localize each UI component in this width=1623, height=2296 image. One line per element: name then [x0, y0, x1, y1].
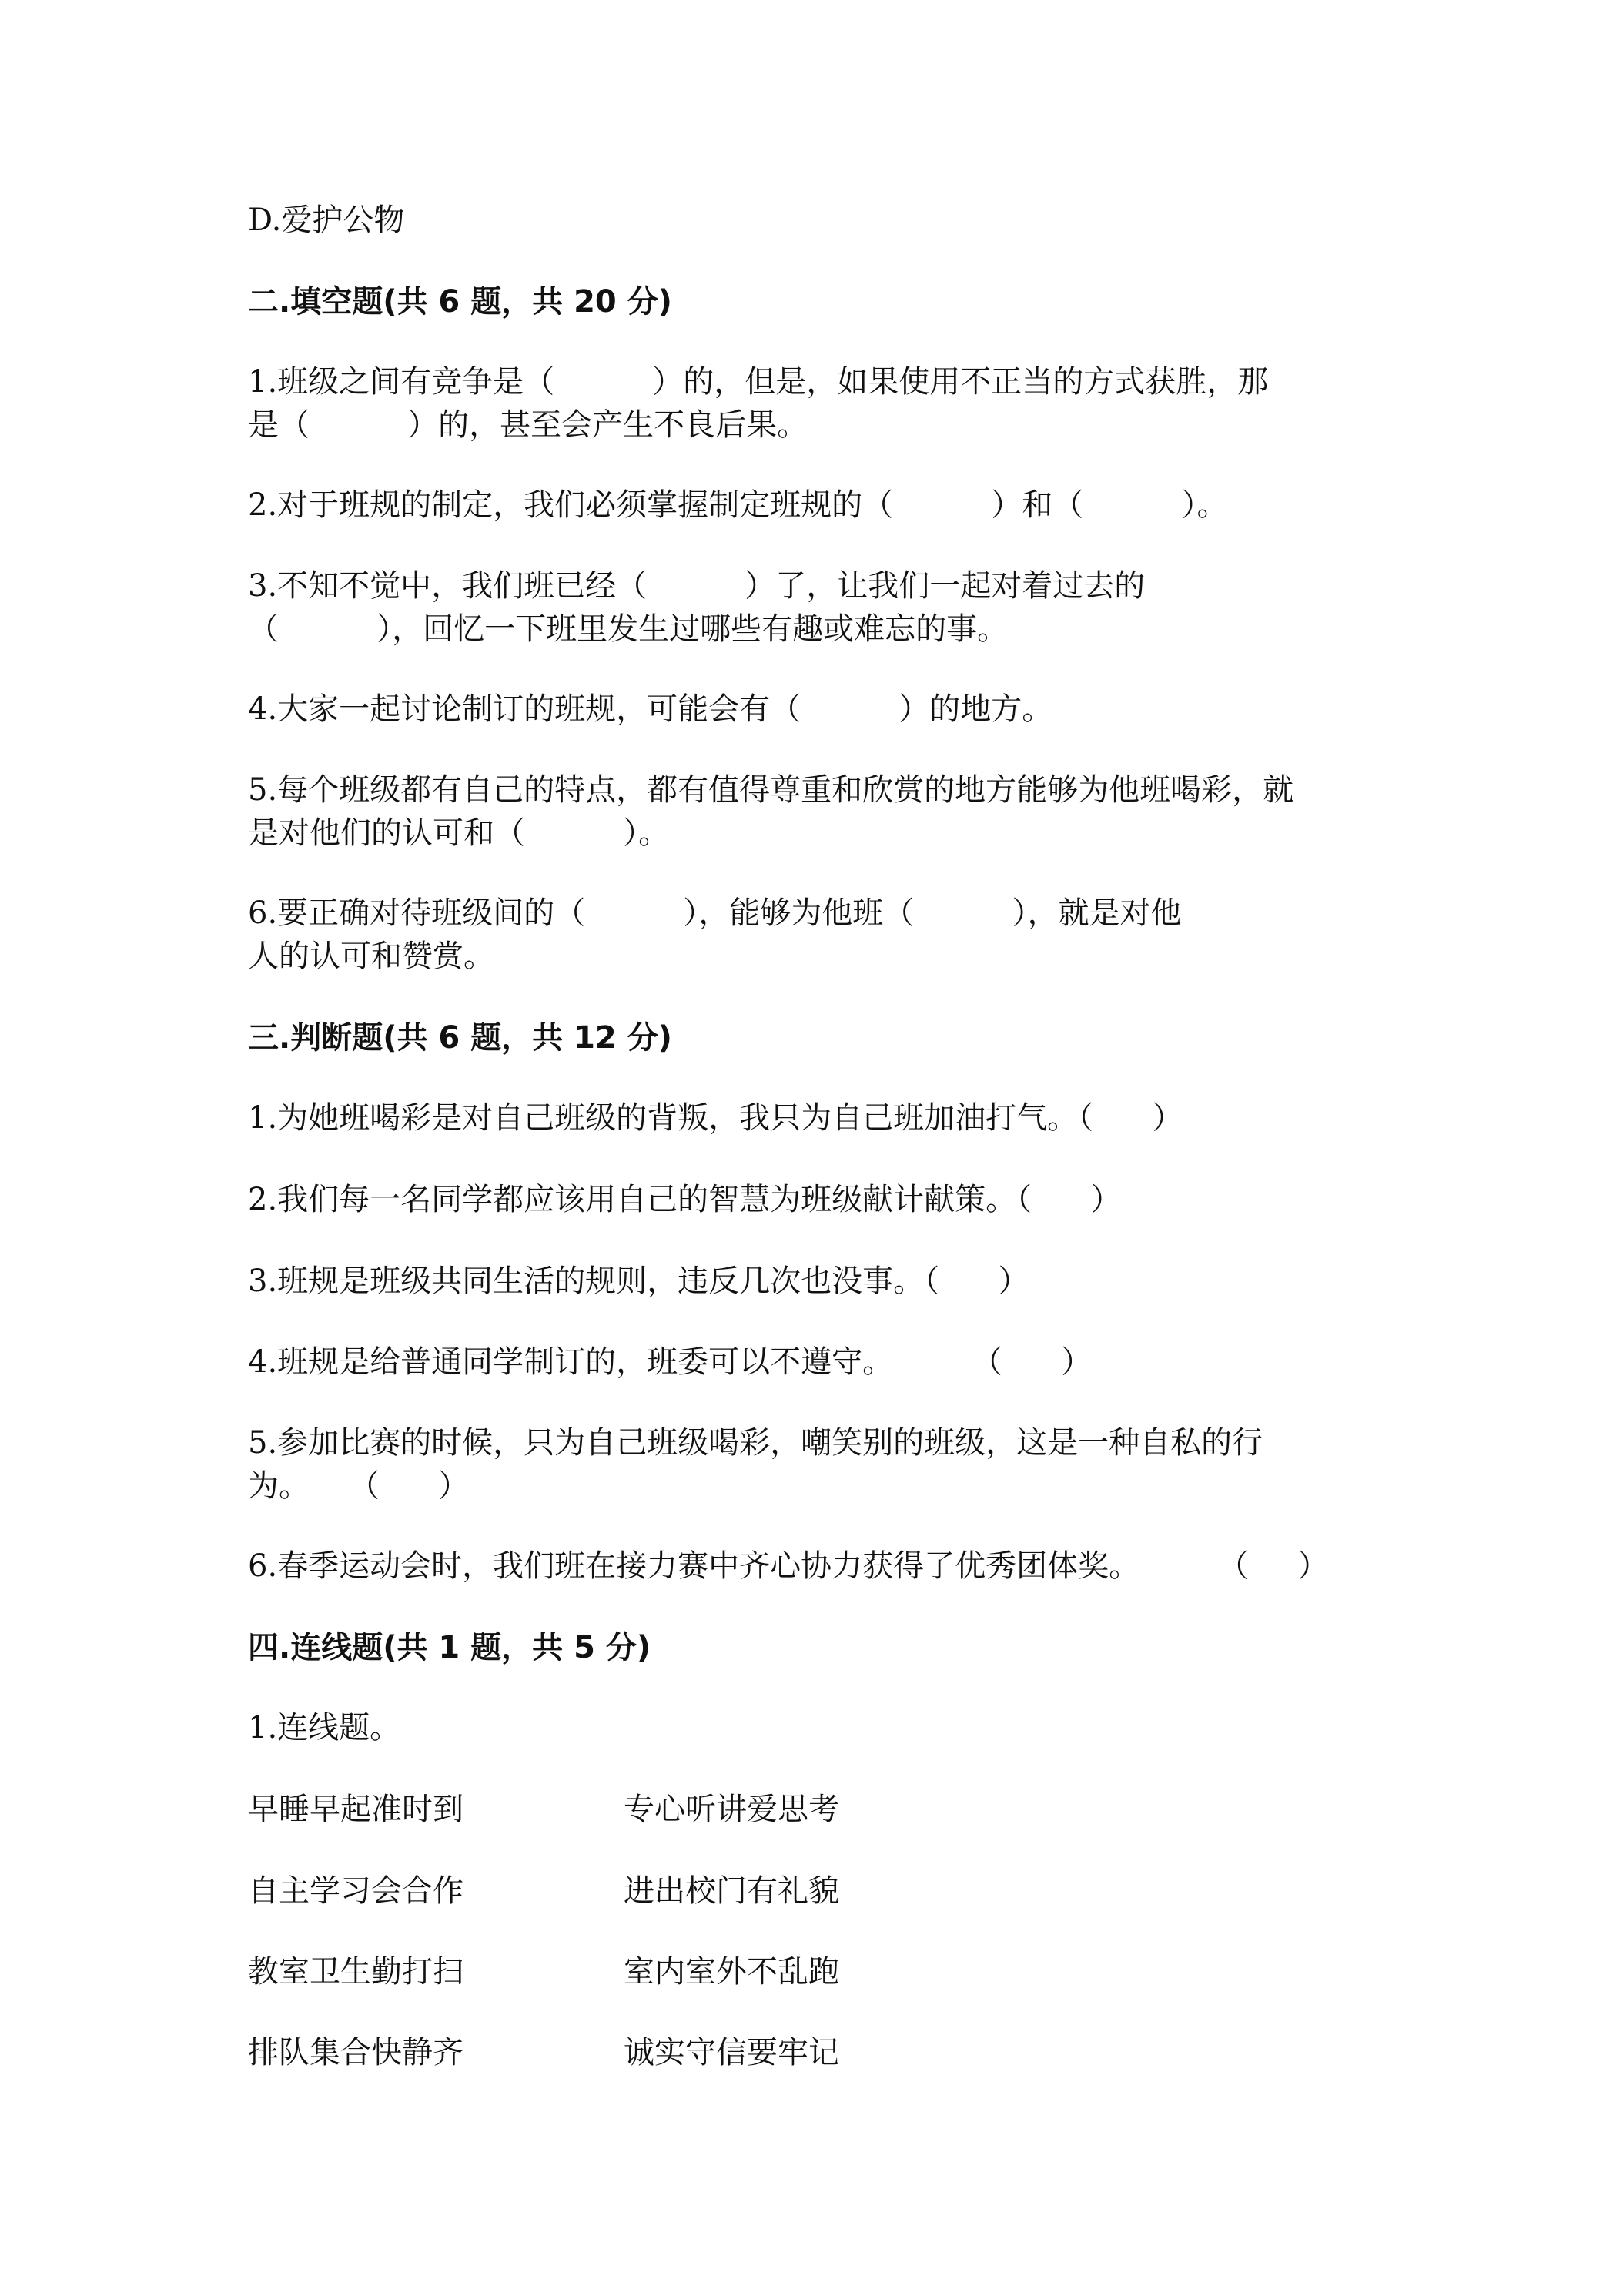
option-d: D.爱护公物: [248, 202, 405, 238]
fill-blank-q6-line2: 人的认可和赞赏。: [248, 939, 494, 974]
matching-question: 1.连线题。: [248, 1710, 401, 1745]
section-heading-fill-blank: 二.填空题(共 6 题，共 20 分): [248, 284, 672, 320]
fill-blank-q3-line2: （ ），回忆一下班里发生过哪些有趣或难忘的事。: [248, 611, 1009, 647]
fill-blank-q4: 4.大家一起讨论制订的班规，可能会有（ ）的地方。: [248, 691, 1053, 727]
matching-right-item-2: 进出校门有礼貌: [624, 1873, 839, 1909]
fill-blank-q5-line2: 是对他们的认可和（ ）。: [248, 815, 670, 851]
matching-left-item-4: 排队集合快静齐: [248, 2035, 463, 2070]
matching-left-item-1: 早睡早起准时到: [248, 1792, 463, 1827]
matching-right-item-3: 室内室外不乱跑: [624, 1954, 839, 1990]
fill-blank-q6-line1: 6.要正确对待班级间的（ ），能够为他班（ ），就是对他: [248, 895, 1182, 931]
fill-blank-q2: 2.对于班规的制定，我们必须掌握制定班规的（ ）和（ ）。: [248, 487, 1228, 523]
section-heading-true-false: 三.判断题(共 6 题，共 12 分): [248, 1020, 672, 1056]
true-false-q4: 4.班规是给普通同学制订的，班委可以不遵守。 （ ）: [248, 1344, 1093, 1380]
fill-blank-q1-line1: 1.班级之间有竞争是（ ）的，但是，如果使用不正当的方式获胜，那: [248, 364, 1269, 400]
fill-blank-q3-line1: 3.不知不觉中，我们班已经（ ）了，让我们一起对着过去的: [248, 568, 1146, 604]
true-false-q6: 6.春季运动会时，我们班在接力赛中齐心协力获得了优秀团体奖。 （ ）: [248, 1548, 1329, 1584]
true-false-q5-line1: 5.参加比赛的时候，只为自己班级喝彩，嘲笑别的班级，这是一种自私的行: [248, 1425, 1263, 1461]
matching-right-item-1: 专心听讲爱思考: [624, 1792, 839, 1827]
fill-blank-q5-line1: 5.每个班级都有自己的特点，都有值得尊重和欣赏的地方能够为他班喝彩，就: [248, 772, 1294, 808]
fill-blank-q1-line2: 是（ ）的，甚至会产生不良后果。: [248, 407, 808, 443]
matching-left-item-3: 教室卫生勤打扫: [248, 1954, 463, 1990]
true-false-q5-line2: 为。 （ ）: [248, 1468, 470, 1504]
section-heading-matching: 四.连线题(共 1 题，共 5 分): [248, 1630, 651, 1665]
true-false-q2: 2.我们每一名同学都应该用自己的智慧为班级献计献策。（ ）: [248, 1182, 1122, 1217]
true-false-q1: 1.为她班喝彩是对自己班级的背叛，我只为自己班加油打气。（ ）: [248, 1100, 1183, 1136]
matching-right-item-4: 诚实守信要牢记: [624, 2035, 839, 2070]
true-false-q3: 3.班规是班级共同生活的规则，违反几次也没事。（ ）: [248, 1263, 1029, 1299]
matching-left-item-2: 自主学习会合作: [248, 1873, 463, 1909]
